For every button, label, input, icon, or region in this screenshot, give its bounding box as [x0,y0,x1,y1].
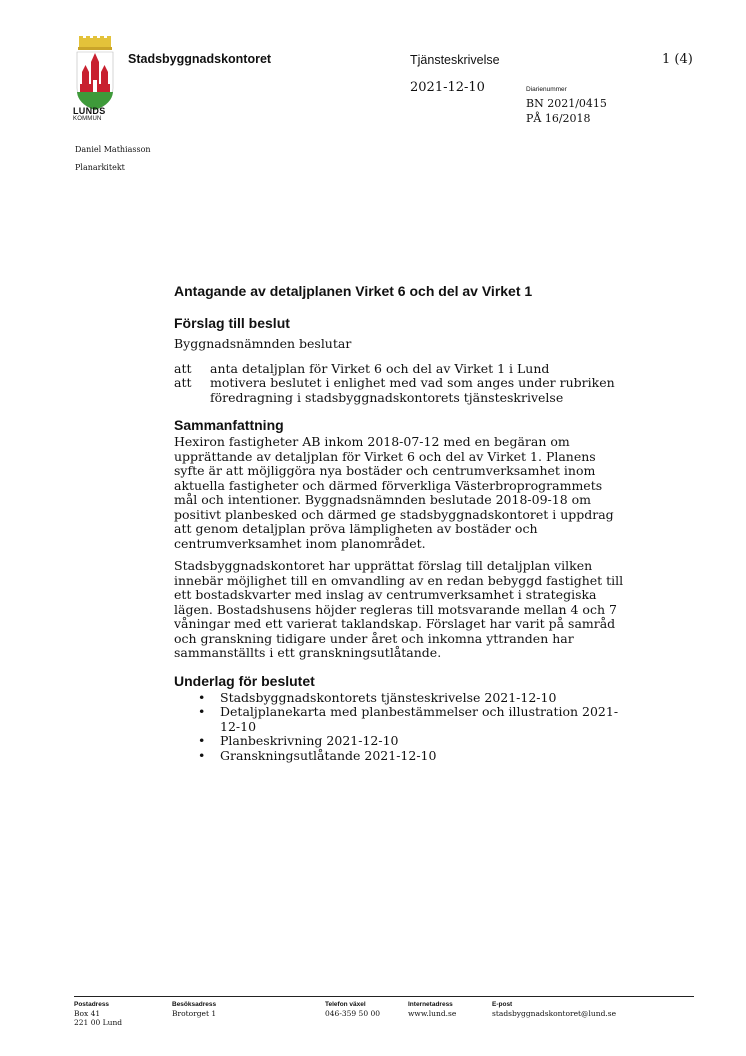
author-title: Planarkitekt [75,163,125,172]
bullet-icon: • [198,747,206,763]
document-date: 2021-12-10 [410,80,485,95]
logo-text-lunds: LUNDS [73,106,106,116]
diarienummer-secondary: PÅ 16/2018 [526,112,591,125]
footer-label: E-post [492,1001,513,1008]
list-item: • Granskningsutlåtande 2021-12-10 [198,747,437,763]
author-name: Daniel Mathiasson [75,145,151,154]
footer-epost: E-post stadsbyggnadskontoret@lund.se [492,1001,617,1018]
document-type: Tjänsteskrivelse [410,53,500,67]
document-body [174,283,624,763]
summary-heading: Sammanfattning [174,417,284,433]
list-item: • Stadsbyggnadskontorets tjänsteskrivelse 2021-12-10 [198,689,557,705]
footer-label: Telefon växel [325,1001,366,1008]
list-item: • Detaljplanekarta med planbestämmelser och illustration 2021-12-10 [198,704,619,734]
att-label: att [174,375,192,390]
diarienummer-label: Diarienummer [526,86,567,93]
att-item [174,362,624,377]
footer-label: Postadress [74,1001,110,1008]
basis-heading: Underlag för beslutet [174,672,315,689]
page-number: 1 (4) [662,52,693,67]
footer-postadress: Postadress Box 41 221 00 Lund [74,1001,123,1027]
footer-internetadress: Internetadress www.lund.se [408,1001,457,1018]
footer-label: Internetadress [408,1001,453,1008]
org-name: Stadsbyggnadskontoret [128,52,272,66]
att-text: anta detaljplan för Virket 6 och del av Virket 1 i Lund [210,360,550,376]
lunds-kommun-logo [72,36,118,128]
proposal-intro: Byggnadsnämnden beslutar [174,336,352,351]
att-text: motivera beslutet i enlighet med vad som anges under rubriken föredragning i stadsbyggnadskontorets tjänsteskrivelse [210,375,615,405]
summary-paragraph: Hexiron fastigheter AB inkom 2018-07-12 med en begäran om upprättande av detaljplan för Virket 6 och del av Virket 1. Planens syfte är att möjliggöra nya bostäder och centrumverksamhet inom aktuella fastigheter och därmed förverkliga Västerbroprogrammets mål och intentioner. Byggnadsnämnden beslutade 2018-09-18 om positivt planbesked och därmed ge stadsbyggnadskontoret i uppdrag att genom detaljplan pröva lämpligheten av bostäder och centrumverksamhet inom planområdet. [174,434,614,551]
att-item [174,376,624,405]
document-title: Antagande av detaljplanen Virket 6 och del av Virket 1 [174,283,533,299]
bullet-icon: • [198,733,206,748]
footer-divider [74,996,694,997]
footer-telefon: Telefon växel 046-359 50 00 [325,1001,381,1018]
diarienummer-value: BN 2021/0415 [526,97,607,110]
bullet-icon: • [198,689,206,705]
logo-text-kommun: KOMMUN [73,116,102,122]
proposal-heading: Förslag till beslut [174,315,290,331]
list-item: • Planbeskrivning 2021-12-10 [198,733,399,748]
att-label: att [174,360,192,376]
summary-paragraph: Stadsbyggnadskontoret har upprättat förslag till detaljplan vilken innebär möjlighet till en omvandling av en redan bebyggd fastighet till ett bostadskvarter med inslag av centrumverksamhet i strategiska lägen. Bostadshusens höjder regleras till motsvarande mellan 4 och 7 våningar med ett varierat taklandskap. Förslaget har varit på samråd och granskning tidigare under året och inkomna yttranden har sammanställts i ett granskningsutlåtande. [174,558,624,660]
footer-label: Besöksadress [172,1001,217,1008]
footer-besoksadress: Besöksadress Brotorget 1 [172,1001,217,1018]
coat-of-arms-icon [72,36,118,116]
bullet-icon: • [198,704,206,719]
basis-list [174,691,624,764]
